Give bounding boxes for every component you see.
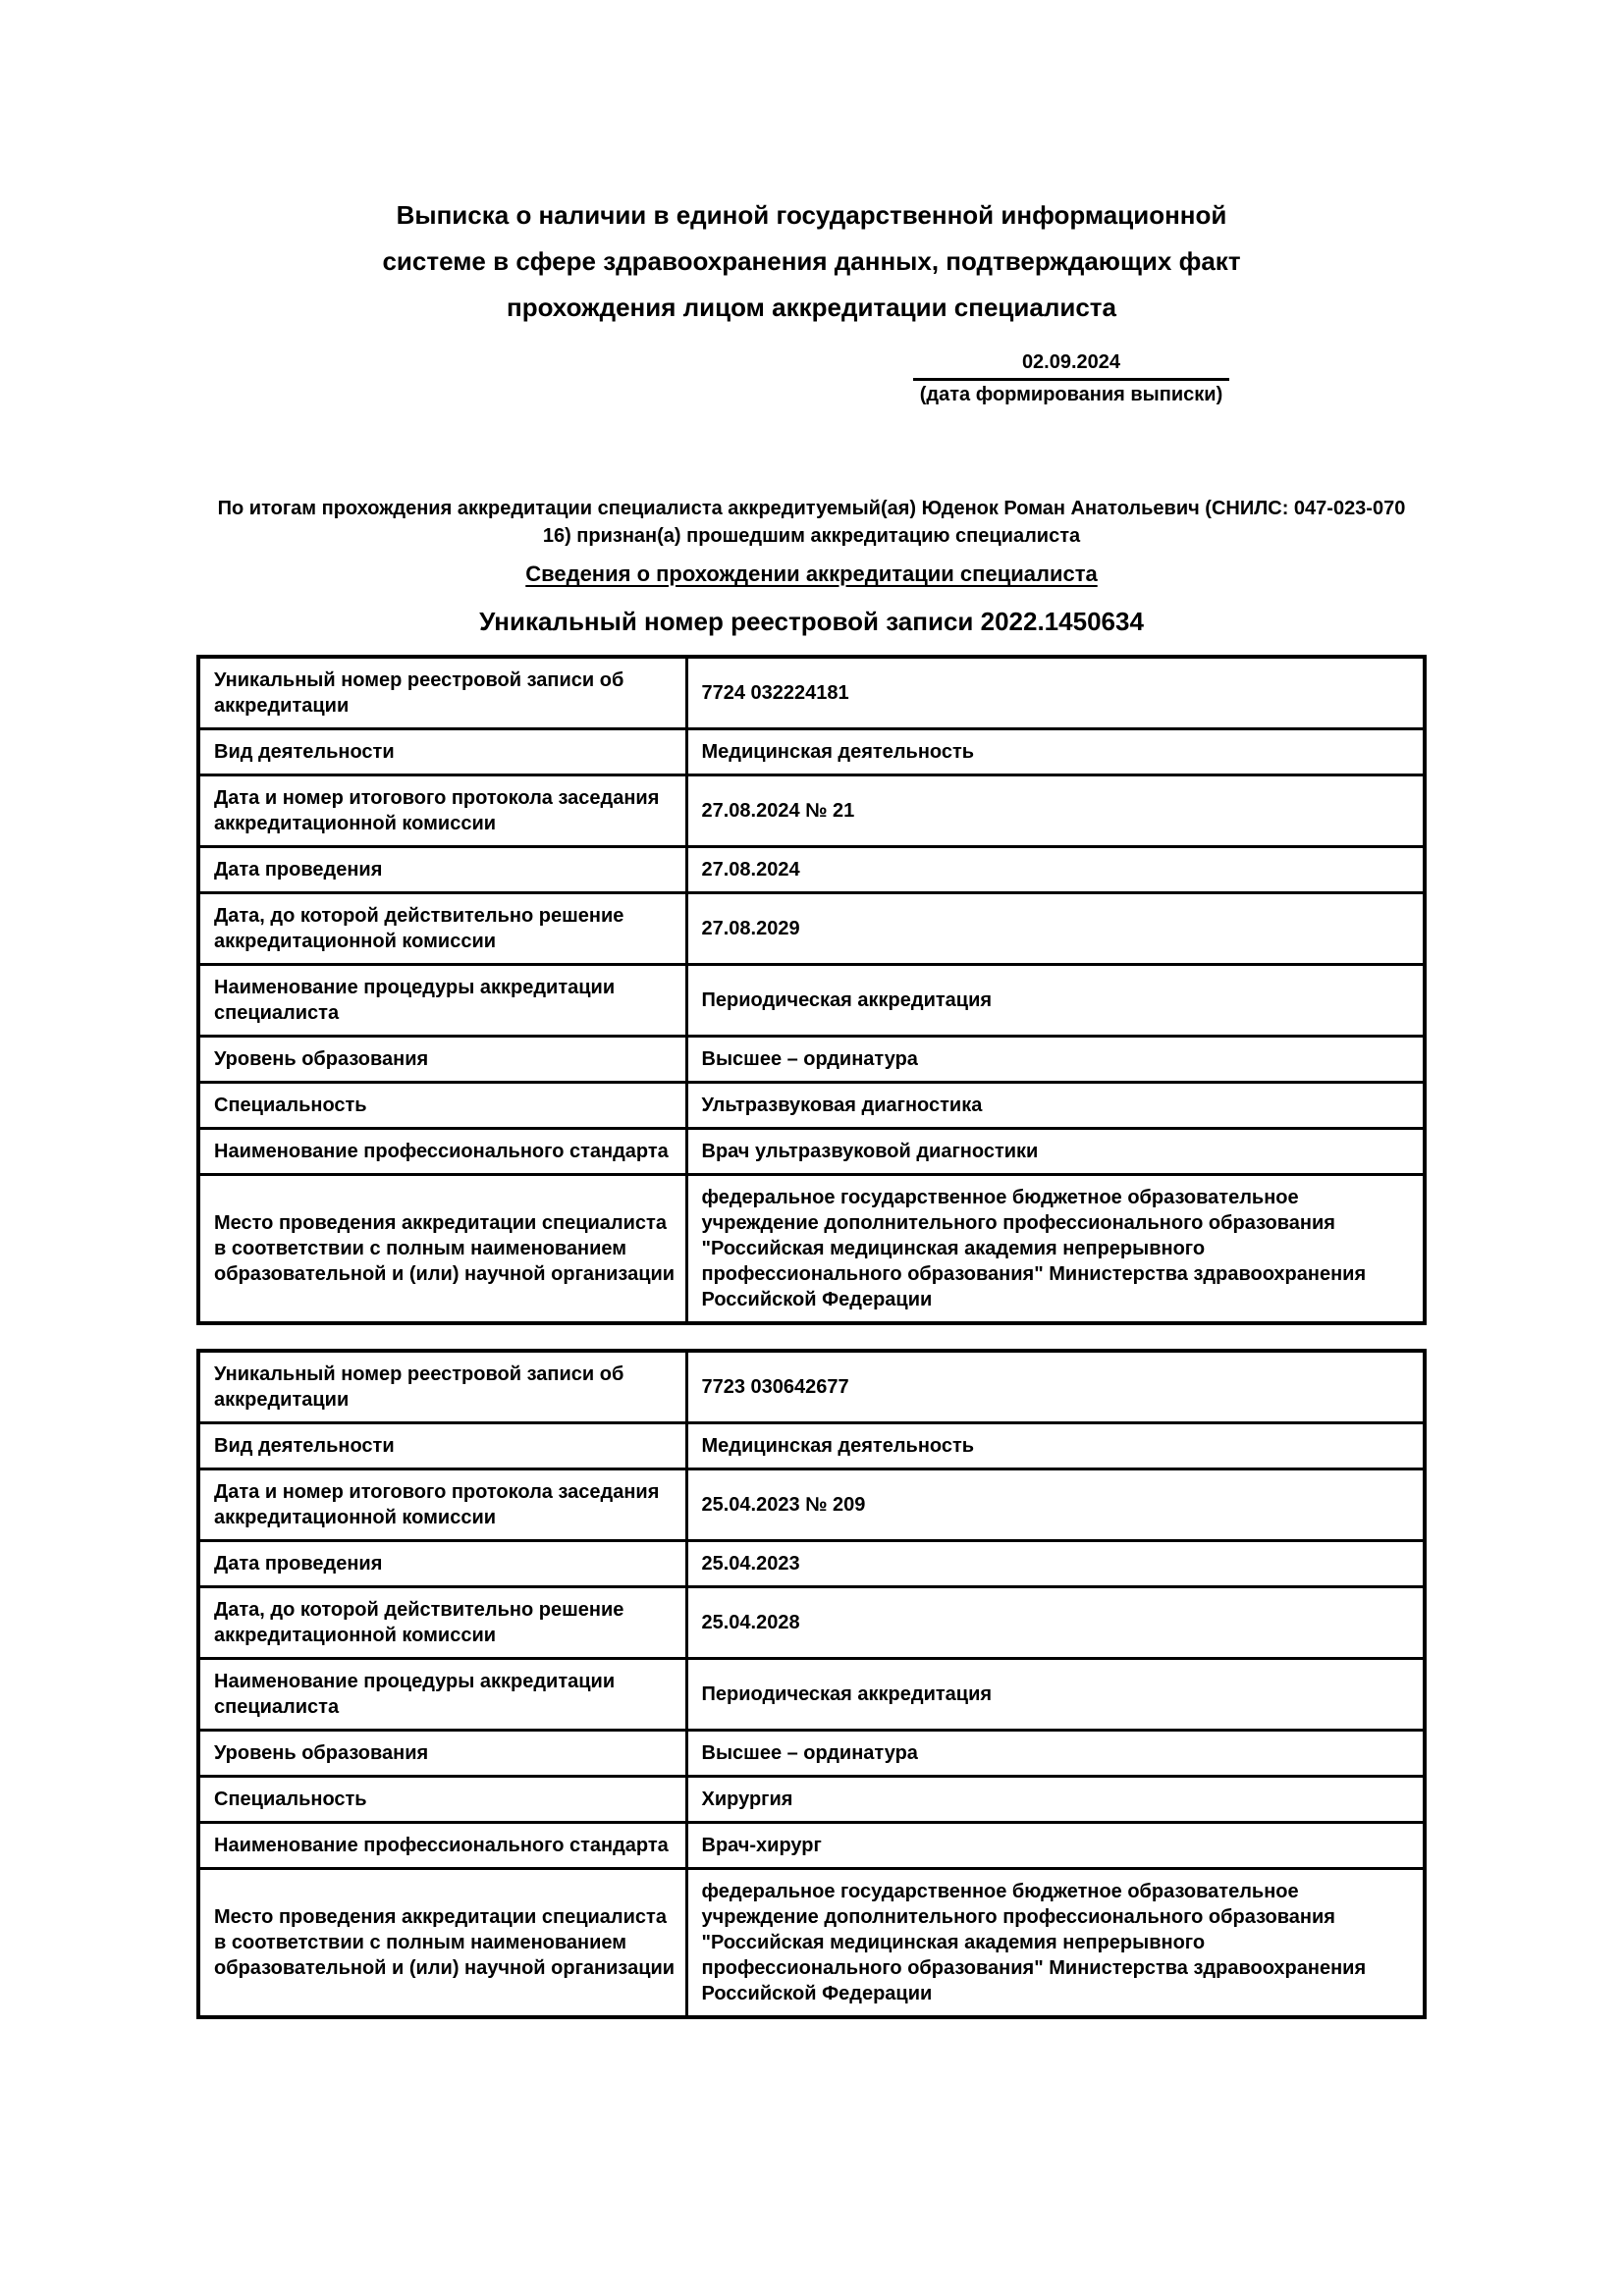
- formation-date-caption: (дата формирования выписки): [919, 384, 1223, 405]
- row-value: 7724 032224181: [686, 657, 1425, 729]
- row-label: Специальность: [198, 1083, 686, 1129]
- row-value: 25.04.2023 № 209: [686, 1469, 1425, 1541]
- row-value: 27.08.2024 № 21: [686, 775, 1425, 847]
- table-row: [198, 1083, 1425, 1129]
- row-value: Медицинская деятельность: [686, 729, 1425, 775]
- table-row: [198, 1037, 1425, 1083]
- formation-date-block: [913, 350, 1229, 406]
- table-row: [198, 1175, 1425, 1324]
- table-row: [198, 1731, 1425, 1777]
- table-row: [198, 729, 1425, 775]
- row-value: Периодическая аккредитация: [686, 1659, 1425, 1731]
- row-value: Врач-хирург: [686, 1823, 1425, 1869]
- table-row: [198, 1351, 1425, 1423]
- row-label: Дата проведения: [198, 847, 686, 893]
- document-title: Выписка о наличии в единой государственной информационной системе в сфере здравоохранения данных, подтверждающих факт прохождения лицом аккредитации специалиста: [382, 200, 1241, 322]
- row-value: 27.08.2029: [686, 893, 1425, 965]
- row-label: Дата, до которой действительно решение аккредитационной комиссии: [198, 893, 686, 965]
- row-label: Уровень образования: [198, 1731, 686, 1777]
- row-label: Место проведения аккредитации специалиста в соответствии с полным наименованием образовательной и (или) научной организации: [198, 1175, 686, 1324]
- row-value: Высшее – ординатура: [686, 1037, 1425, 1083]
- row-label: Уникальный номер реестровой записи об аккредитации: [198, 1351, 686, 1423]
- table-row: [198, 847, 1425, 893]
- row-value: 25.04.2023: [686, 1541, 1425, 1587]
- row-value: федеральное государственное бюджетное образовательное учреждение дополнительного профессионального образования "Российская медицинская академия непрерывного профессионального образования" Министерства здравоохранения Российской Федерации: [686, 1869, 1425, 2018]
- table-row: [198, 1869, 1425, 2018]
- table-row: [198, 1469, 1425, 1541]
- table-row: [198, 1587, 1425, 1659]
- table-row: [198, 893, 1425, 965]
- row-label: Уровень образования: [198, 1037, 686, 1083]
- row-value: 27.08.2024: [686, 847, 1425, 893]
- row-label: Наименование профессионального стандарта: [198, 1129, 686, 1175]
- row-value: Высшее – ординатура: [686, 1731, 1425, 1777]
- table-row: [198, 1777, 1425, 1823]
- accreditation-table-1: [196, 655, 1427, 1325]
- row-label: Вид деятельности: [198, 729, 686, 775]
- row-value: Хирургия: [686, 1777, 1425, 1823]
- accreditation-table-2: [196, 1349, 1427, 2019]
- table-row: [198, 1659, 1425, 1731]
- row-label: Специальность: [198, 1777, 686, 1823]
- intro-paragraph: По итогам прохождения аккредитации специалиста аккредитуемый(ая) Юденок Роман Анатольевич (СНИЛС: 047-023-070 16) признан(а) прошедшим аккредитацию специалиста: [217, 498, 1406, 547]
- table-row: [198, 775, 1425, 847]
- table-row: [198, 1423, 1425, 1469]
- row-label: Уникальный номер реестровой записи об аккредитации: [198, 657, 686, 729]
- table-row: [198, 1823, 1425, 1869]
- table-row: [198, 965, 1425, 1037]
- row-value: 7723 030642677: [686, 1351, 1425, 1423]
- row-label: Дата и номер итогового протокола заседания аккредитационной комиссии: [198, 1469, 686, 1541]
- row-value: 25.04.2028: [686, 1587, 1425, 1659]
- section-heading: Сведения о прохождении аккредитации специалиста: [525, 561, 1098, 586]
- row-label: Наименование процедуры аккредитации специалиста: [198, 1659, 686, 1731]
- row-value: Медицинская деятельность: [686, 1423, 1425, 1469]
- formation-date: 02.09.2024: [913, 350, 1229, 381]
- table-row: [198, 1129, 1425, 1175]
- row-label: Вид деятельности: [198, 1423, 686, 1469]
- table-row: [198, 657, 1425, 729]
- row-label: Дата проведения: [198, 1541, 686, 1587]
- row-label: Дата, до которой действительно решение аккредитационной комиссии: [198, 1587, 686, 1659]
- row-value: Врач ультразвуковой диагностики: [686, 1129, 1425, 1175]
- row-label: Дата и номер итогового протокола заседания аккредитационной комиссии: [198, 775, 686, 847]
- row-label: Наименование профессионального стандарта: [198, 1823, 686, 1869]
- registry-record-heading: Уникальный номер реестровой записи 2022.1450634: [479, 607, 1144, 636]
- table-row: [198, 1541, 1425, 1587]
- row-value: Периодическая аккредитация: [686, 965, 1425, 1037]
- row-label: Наименование процедуры аккредитации специалиста: [198, 965, 686, 1037]
- row-label: Место проведения аккредитации специалиста в соответствии с полным наименованием образовательной и (или) научной организации: [198, 1869, 686, 2018]
- row-value: Ультразвуковая диагностика: [686, 1083, 1425, 1129]
- row-value: федеральное государственное бюджетное образовательное учреждение дополнительного профессионального образования "Российская медицинская академия непрерывного профессионального образования" Министерства здравоохранения Российской Федерации: [686, 1175, 1425, 1324]
